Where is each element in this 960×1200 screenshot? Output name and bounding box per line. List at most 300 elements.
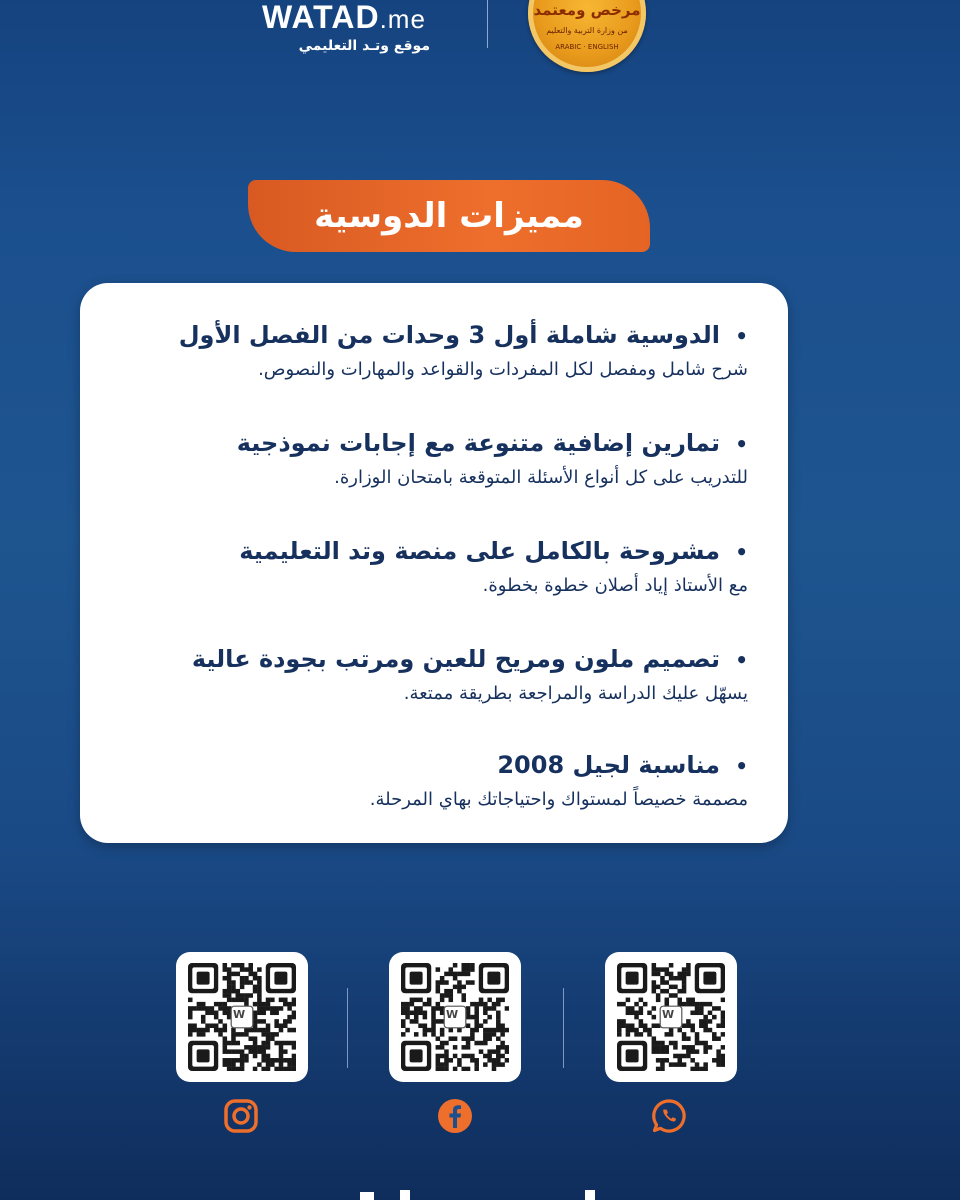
- qr-module: [474, 1067, 479, 1071]
- qr-module: [257, 1062, 262, 1067]
- qr-module: [240, 1032, 245, 1037]
- qr-module: [223, 1028, 228, 1033]
- qr-module: [721, 1011, 725, 1016]
- qr-module: [253, 1036, 258, 1041]
- qr-module: [673, 1054, 678, 1059]
- qr-module: [244, 976, 249, 981]
- qr-module: [248, 1036, 253, 1041]
- qr-module: [716, 1049, 721, 1054]
- qr-module: [283, 998, 288, 1003]
- qr-module: [427, 1028, 432, 1033]
- qr-module: [431, 1011, 436, 1016]
- qr-module: [479, 1041, 484, 1046]
- qr-module: [487, 1036, 492, 1041]
- qr-module: [444, 1067, 449, 1071]
- qr-module: [453, 985, 458, 990]
- qr-module: [227, 989, 232, 994]
- qr-module: [240, 1054, 245, 1059]
- qr-module: [721, 1058, 725, 1063]
- qr-module: [292, 1067, 296, 1071]
- qr-module: [231, 1058, 236, 1063]
- qr-module: [436, 967, 441, 972]
- qr-module: [192, 1023, 197, 1028]
- qr-module: [643, 1002, 648, 1007]
- qr-module: [656, 1067, 661, 1071]
- qr-module: [665, 967, 670, 972]
- qr-module: [496, 1028, 501, 1033]
- qr-module: [253, 1023, 258, 1028]
- qr-module: [626, 1023, 631, 1028]
- qr-module: [677, 998, 682, 1003]
- qr-module: [479, 1049, 484, 1054]
- qr-module: [492, 1062, 497, 1067]
- qr-module: [218, 1002, 223, 1007]
- qr-module: [703, 1041, 708, 1046]
- qr-module: [287, 1006, 292, 1011]
- qr-module: [292, 1045, 296, 1050]
- qr-module: [496, 998, 501, 1003]
- qr-module: [457, 1058, 462, 1063]
- qr-module: [266, 1067, 271, 1071]
- qr-module: [201, 1019, 206, 1024]
- qr-module: [440, 980, 445, 985]
- qr-module: [401, 1032, 406, 1037]
- qr-module: [236, 1049, 241, 1054]
- qr-module: [466, 1067, 471, 1071]
- qr-module: [457, 985, 462, 990]
- instagram-icon[interactable]: [222, 1097, 260, 1135]
- qr-module: [505, 1006, 509, 1011]
- qr-module: [690, 1045, 695, 1050]
- feature-item: [108, 749, 748, 814]
- qr-module: [505, 1028, 509, 1033]
- qr-module: [227, 980, 232, 985]
- qr-module: [253, 1041, 258, 1046]
- qr-module: [656, 1041, 661, 1046]
- qr-module: [461, 972, 466, 977]
- qr-module: [214, 1028, 219, 1033]
- qr-module: [201, 1015, 206, 1020]
- qr-module: [660, 989, 665, 994]
- qr-module: [665, 998, 670, 1003]
- qr-module: [253, 1049, 258, 1054]
- qr-module: [436, 1019, 441, 1024]
- qr-module: [652, 1015, 657, 1020]
- qr-module: [231, 1067, 236, 1071]
- qr-module: [431, 1019, 436, 1024]
- qr-module: [712, 1058, 717, 1063]
- qr-module: [257, 989, 262, 994]
- qr-module: [436, 1006, 441, 1011]
- logo-brand-main: WATAD: [262, 0, 380, 35]
- qr-module: [261, 1019, 266, 1024]
- qr-module: [201, 1028, 206, 1033]
- qr-module: [418, 1006, 423, 1011]
- qr-module: [261, 1054, 266, 1059]
- qr-module: [474, 1058, 479, 1063]
- qr-module: [461, 967, 466, 972]
- qr-module: [283, 1049, 288, 1054]
- qr-module: [492, 1067, 497, 1071]
- qr-module: [423, 1002, 428, 1007]
- qr-module: [231, 980, 236, 985]
- qr-module: [712, 1036, 717, 1041]
- qr-module: [440, 1032, 445, 1037]
- qr-module: [410, 998, 415, 1003]
- qr-finder-square: [274, 972, 287, 985]
- qr-module: [669, 972, 674, 977]
- qr-module: [274, 1067, 279, 1071]
- qr-code-instagram[interactable]: [176, 952, 308, 1082]
- qr-module: [270, 1036, 275, 1041]
- qr-module: [449, 989, 454, 994]
- qr-module: [496, 1036, 501, 1041]
- qr-module: [423, 1011, 428, 1016]
- qr-module: [274, 1032, 279, 1037]
- qr-module: [500, 1023, 505, 1028]
- qr-module: [690, 1023, 695, 1028]
- qr-module: [656, 967, 661, 972]
- qr-module: [716, 1006, 721, 1011]
- qr-module: [188, 1006, 193, 1011]
- qr-module: [436, 1036, 441, 1041]
- qr-module: [418, 998, 423, 1003]
- qr-module: [253, 1015, 258, 1020]
- qr-module: [244, 1054, 249, 1059]
- qr-module: [665, 989, 670, 994]
- qr-module: [673, 993, 678, 998]
- qr-module: [240, 998, 245, 1003]
- qr-module: [253, 1011, 258, 1016]
- qr-module: [721, 998, 725, 1003]
- qr-module: [470, 1036, 475, 1041]
- qr-module: [231, 1041, 236, 1046]
- qr-module: [703, 1049, 708, 1054]
- qr-module: [449, 993, 454, 998]
- qr-module: [253, 1054, 258, 1059]
- qr-module: [287, 1062, 292, 1067]
- qr-module: [461, 993, 466, 998]
- qr-module: [218, 1019, 223, 1024]
- qr-module: [223, 993, 228, 998]
- qr-module: [236, 972, 241, 977]
- qr-module: [643, 1023, 648, 1028]
- qr-module: [444, 1062, 449, 1067]
- qr-module: [248, 980, 253, 985]
- qr-module: [431, 1032, 436, 1037]
- qr-module: [457, 1028, 462, 1033]
- qr-module: [690, 1067, 695, 1071]
- feature-title: تصميم ملون ومريح للعين ومرتب بجودة عالية: [191, 645, 720, 673]
- qr-module: [699, 1023, 704, 1028]
- qr-module: [483, 1041, 488, 1046]
- qr-module: [466, 967, 471, 972]
- qr-module: [205, 1023, 210, 1028]
- qr-module: [231, 1032, 236, 1037]
- qr-module: [261, 1002, 266, 1007]
- qr-module: [453, 1045, 458, 1050]
- qr-module: [197, 1006, 202, 1011]
- qr-module: [201, 1002, 206, 1007]
- qr-module: [444, 989, 449, 994]
- qr-module: [214, 1011, 219, 1016]
- qr-module: [647, 1028, 652, 1033]
- feature-item: [108, 427, 748, 492]
- qr-module: [244, 967, 249, 972]
- qr-module: [483, 1062, 488, 1067]
- qr-module: [466, 1045, 471, 1050]
- qr-module: [287, 1058, 292, 1063]
- qr-module: [188, 998, 193, 1003]
- qr-module: [444, 972, 449, 977]
- qr-module: [440, 993, 445, 998]
- qr-module: [630, 1028, 635, 1033]
- qr-module: [436, 989, 441, 994]
- qr-module: [660, 1067, 665, 1071]
- qr-module: [721, 1062, 725, 1067]
- feature-item: [108, 535, 748, 600]
- qr-module: [716, 1054, 721, 1059]
- qr-module: [223, 963, 228, 968]
- qr-module: [287, 1015, 292, 1020]
- qr-code-facebook[interactable]: [389, 952, 521, 1082]
- qr-module: [440, 1062, 445, 1067]
- qr-module: [669, 1032, 674, 1037]
- qr-module: [466, 1023, 471, 1028]
- qr-module: [244, 1045, 249, 1050]
- qr-module: [474, 1062, 479, 1067]
- qr-module: [466, 1011, 471, 1016]
- qr-module: [436, 1067, 441, 1071]
- qr-module: [279, 1006, 284, 1011]
- qr-module: [708, 1028, 713, 1033]
- header: [0, 0, 960, 80]
- qr-module: [682, 1054, 687, 1059]
- qr-module: [686, 1023, 691, 1028]
- qr-module: [665, 1049, 670, 1054]
- qr-module: [686, 963, 691, 968]
- qr-module: [257, 1006, 262, 1011]
- qr-module: [414, 998, 419, 1003]
- qr-module: [210, 1023, 215, 1028]
- qr-module: [231, 972, 236, 977]
- qr-module: [496, 1011, 501, 1016]
- qr-module: [639, 1006, 644, 1011]
- qr-module: [292, 1062, 296, 1067]
- qr-module: [240, 1067, 245, 1071]
- feature-description: يسهّل عليك الدراسة والمراجعة بطريقة ممتعة.: [403, 683, 748, 704]
- qr-module: [223, 976, 228, 981]
- qr-module: [192, 1028, 197, 1033]
- qr-module: [634, 1032, 639, 1037]
- qr-module: [682, 972, 687, 977]
- qr-module: [682, 1062, 687, 1067]
- bullet-icon: •: [735, 648, 748, 672]
- qr-module: [410, 1011, 415, 1016]
- qr-module: [292, 1028, 296, 1033]
- qr-module: [227, 967, 232, 972]
- qr-module: [703, 1015, 708, 1020]
- qr-module: [192, 1006, 197, 1011]
- qr-module: [253, 1028, 258, 1033]
- qr-module: [405, 1002, 410, 1007]
- qr-module: [487, 1058, 492, 1063]
- qr-module: [257, 1028, 262, 1033]
- qr-module: [617, 1019, 622, 1024]
- qr-module: [292, 1054, 296, 1059]
- qr-module: [431, 1006, 436, 1011]
- qr-module: [227, 1062, 232, 1067]
- qr-module: [677, 1028, 682, 1033]
- qr-module: [248, 1028, 253, 1033]
- qr-module: [721, 1045, 725, 1050]
- qr-module: [470, 1015, 475, 1020]
- qr-module: [410, 1002, 415, 1007]
- qr-module: [695, 1011, 700, 1016]
- qr-module: [656, 998, 661, 1003]
- qr-module: [712, 1032, 717, 1037]
- qr-module: [231, 1036, 236, 1041]
- qr-module: [496, 1058, 501, 1063]
- qr-module: [248, 963, 253, 968]
- qr-module: [712, 1006, 717, 1011]
- qr-module: [682, 985, 687, 990]
- qr-module: [436, 1002, 441, 1007]
- qr-module: [660, 976, 665, 981]
- qr-module: [656, 972, 661, 977]
- qr-module: [266, 1041, 271, 1046]
- qr-module: [647, 1011, 652, 1016]
- qr-module: [214, 1015, 219, 1020]
- qr-module: [431, 1023, 436, 1028]
- facebook-icon[interactable]: [436, 1097, 474, 1135]
- qr-module: [496, 1002, 501, 1007]
- qr-module: [474, 1023, 479, 1028]
- qr-module: [686, 972, 691, 977]
- qr-module: [210, 1011, 215, 1016]
- qr-module: [453, 1036, 458, 1041]
- qr-module: [236, 1041, 241, 1046]
- qr-module: [444, 993, 449, 998]
- qr-module: [223, 1045, 228, 1050]
- qr-module: [405, 1015, 410, 1020]
- qr-module: [440, 1054, 445, 1059]
- qr-module: [500, 1054, 505, 1059]
- qr-module: [205, 1006, 210, 1011]
- qr-module: [223, 967, 228, 972]
- qr-module: [257, 985, 262, 990]
- qr-separator: [347, 988, 348, 1068]
- qr-module: [261, 1058, 266, 1063]
- qr-module: [466, 1015, 471, 1020]
- qr-module: [487, 1032, 492, 1037]
- qr-module: [287, 1019, 292, 1024]
- qr-module: [474, 1011, 479, 1016]
- qr-module: [449, 967, 454, 972]
- qr-module: [660, 1058, 665, 1063]
- qr-module: [227, 976, 232, 981]
- qr-module: [223, 1011, 228, 1016]
- qr-module: [257, 967, 262, 972]
- qr-module: [287, 1067, 292, 1071]
- feature-title: الدوسية شاملة أول 3 وحدات من الفصل الأول: [178, 321, 720, 349]
- qr-module: [449, 1036, 454, 1041]
- qr-module: [223, 1036, 228, 1041]
- qr-module: [270, 1058, 275, 1063]
- qr-module: [496, 1045, 501, 1050]
- qr-module: [231, 998, 236, 1003]
- qr-finder-square: [487, 972, 500, 985]
- qr-module: [699, 1041, 704, 1046]
- qr-code-whatsapp[interactable]: [605, 952, 737, 1082]
- qr-module: [677, 989, 682, 994]
- qr-module: [470, 1002, 475, 1007]
- feature-title: مناسبة لجيل 2008: [497, 751, 720, 779]
- seal-line-1: مرخص ومعتمد: [533, 1, 641, 19]
- qr-module: [223, 1023, 228, 1028]
- bullet-icon: •: [735, 432, 748, 456]
- watad-logo[interactable]: [262, 0, 452, 36]
- qr-module: [716, 1058, 721, 1063]
- qr-module: [621, 1002, 626, 1007]
- qr-module: [721, 1019, 725, 1024]
- qr-module: [630, 1006, 635, 1011]
- qr-module: [266, 1032, 271, 1037]
- qr-module: [436, 1045, 441, 1050]
- qr-module: [431, 1015, 436, 1020]
- qr-module: [283, 1058, 288, 1063]
- qr-module: [414, 1006, 419, 1011]
- qr-module: [261, 1041, 266, 1046]
- qr-module: [634, 1015, 639, 1020]
- qr-module: [677, 1054, 682, 1059]
- qr-module: [236, 989, 241, 994]
- qr-module: [279, 1054, 284, 1059]
- bullet-icon: •: [735, 540, 748, 564]
- qr-module: [410, 1019, 415, 1024]
- qr-module: [487, 1006, 492, 1011]
- qr-finder-square: [410, 1049, 423, 1062]
- qr-module: [703, 1023, 708, 1028]
- qr-module: [279, 1067, 284, 1071]
- qr-module: [669, 985, 674, 990]
- whatsapp-icon[interactable]: [650, 1097, 688, 1135]
- bullet-icon: •: [735, 754, 748, 778]
- qr-module: [690, 1058, 695, 1063]
- qr-module: [703, 1067, 708, 1071]
- qr-module: [660, 980, 665, 985]
- qr-module: [626, 998, 631, 1003]
- qr-module: [440, 1041, 445, 1046]
- qr-module: [716, 1023, 721, 1028]
- qr-module: [492, 1032, 497, 1037]
- qr-module: [436, 1062, 441, 1067]
- qr-module: [500, 1032, 505, 1037]
- qr-module: [248, 993, 253, 998]
- qr-separator: [563, 988, 564, 1068]
- qr-module: [673, 1045, 678, 1050]
- qr-module: [677, 1058, 682, 1063]
- qr-module: [253, 1067, 258, 1071]
- qr-module: [686, 1036, 691, 1041]
- qr-module: [660, 1049, 665, 1054]
- qr-module: [205, 1011, 210, 1016]
- qr-module: [449, 972, 454, 977]
- qr-module: [427, 998, 432, 1003]
- qr-module: [656, 985, 661, 990]
- qr-module: [466, 963, 471, 968]
- qr-module: [266, 1006, 271, 1011]
